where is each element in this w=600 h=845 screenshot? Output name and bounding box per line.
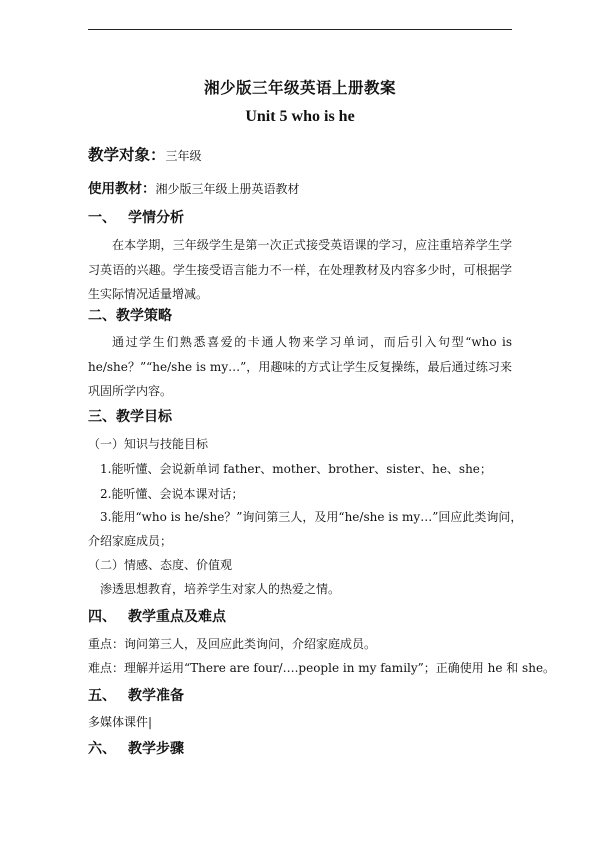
document-title: 湘少版三年级英语上册教案 (203, 78, 396, 97)
section-1-body: 在本学期，三年级学生是第一次正式接受英语课的学习，应注重培养学生学习英语的兴趣。学生接受语言能力不一样，在处理教材及内容多少时，可根据学生实际情况适量增减。 (88, 238, 512, 301)
objective-item-1: 1.能听懂、会说新单词 father、mother、brother、sister、he、she； (100, 462, 492, 476)
section-2-body: 通过学生们熟悉喜爱的卡通人物来学习单词，而后引入句型“who is he/she？”“he/she is my…”，用趣味的方式让学生反复操练，最后通过练习来巩固所学内容。 (88, 335, 512, 398)
objective-sub-2: （二）情感、态度、价值观 (88, 558, 233, 572)
section-heading-4 (88, 606, 226, 626)
document-subtitle: Unit 5 who is he (245, 108, 355, 125)
target-row (88, 143, 202, 165)
material-label: 使用教材： (88, 181, 156, 197)
section-heading-2 (88, 305, 172, 325)
objective-item-4: 渗透思想教育，培养学生对家人的热爱之情。 (100, 582, 341, 596)
section-heading-5 (88, 685, 184, 705)
material-value: 湘少版三年级上册英语教材 (155, 182, 300, 196)
target-value: 三年级 (165, 149, 202, 163)
section-title: 教学步骤 (128, 741, 184, 757)
objective-item-3b: 介绍家庭成员； (88, 534, 173, 548)
section-title: 学情分析 (128, 210, 184, 226)
section-heading-3 (88, 406, 172, 426)
objective-item-3a: 3.能用“who is he/she？”询问第三人，及用“he/she is my…”回应此类询问， (100, 510, 523, 524)
target-label: 教学对象： (88, 145, 166, 164)
section-number: 一、 (88, 210, 116, 226)
material-row (88, 177, 300, 197)
section-number: 六、 (88, 741, 116, 757)
header-rule (88, 29, 512, 30)
preparation-body: 多媒体课件| (88, 715, 153, 729)
section-number: 五、 (88, 688, 116, 704)
section-title: 教学重点及难点 (128, 609, 226, 625)
key-point: 重点：询问第三人，及回应此类询问，介绍家庭成员。 (88, 637, 377, 651)
section-number: 四、 (88, 609, 116, 625)
section-title: 教学目标 (116, 409, 172, 425)
objective-sub-1: （一）知识与技能目标 (88, 437, 209, 451)
section-title: 教学策略 (116, 308, 172, 324)
section-number: 二、 (88, 308, 116, 324)
section-title: 教学准备 (128, 688, 184, 704)
section-heading-1 (88, 207, 184, 227)
objective-item-2: 2.能听懂、会说本课对话； (100, 487, 244, 501)
section-number: 三、 (88, 409, 116, 425)
difficult-point: 难点：理解并运用“There are four/….people in my family”；正确使用 he 和 she。 (88, 661, 556, 675)
section-heading-6 (88, 738, 184, 758)
